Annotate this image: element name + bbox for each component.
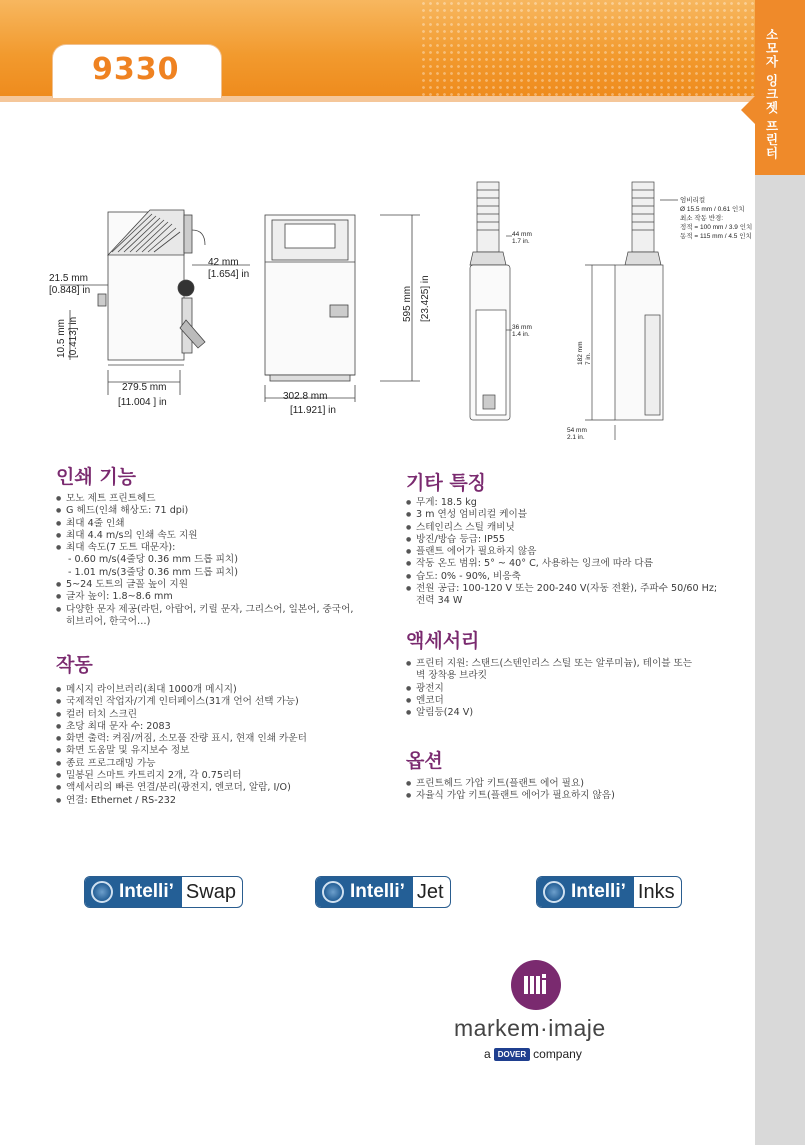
- side-dim-c: 42 mm: [208, 257, 239, 268]
- globe-icon: [543, 881, 565, 903]
- printhead-front-drawing: [470, 182, 512, 420]
- operation-section-title: 작동: [56, 654, 93, 676]
- company-tagline: [484, 1047, 582, 1061]
- list-item: 히브리어, 한국어…): [66, 615, 151, 627]
- badge-brand: Intelli’: [571, 881, 626, 902]
- side-dim-b: 10.5 mm: [56, 319, 67, 358]
- list-item: ● 초당 최대 문자 수: 2083: [56, 721, 396, 733]
- accessories-section-title: 액세서리: [406, 630, 480, 652]
- list-item: ● 최대 4줄 인쇄: [56, 518, 396, 530]
- list-item: ● 액세서리의 빠른 연결/분리(광전지, 엔코더, 알람, I/O): [56, 782, 396, 794]
- side-dim-c-in: [1.654] in: [208, 269, 250, 280]
- list-item: 벽 장착용 브라킷: [416, 670, 487, 682]
- badge-brand: Intelli’: [350, 881, 405, 902]
- list-item: ● 작동 온도 범위: 5° ~ 40° C, 사용하는 잉크에 따라 다름: [406, 558, 746, 570]
- list-item: ● 무게: 18.5 kg: [406, 497, 746, 509]
- ph-bend-dynamic: 동적 = 115 mm / 4.5 인치: [680, 233, 752, 240]
- side-view-drawing: [60, 210, 250, 395]
- side-dim-a: 21.5 mm: [49, 273, 88, 284]
- list-item: ● 광전지: [406, 683, 746, 695]
- list-item: - 0.60 m/s(4줄당 0.36 mm 드롭 피치): [68, 554, 238, 566]
- tagline-post: company: [533, 1047, 582, 1061]
- list-item: 전력 34 W: [416, 595, 463, 607]
- ph-umbilical-label: 엄비리컬: [680, 197, 706, 204]
- tagline-pre: a: [484, 1047, 491, 1061]
- list-item: ● 플랜트 에어가 필요하지 않음: [406, 546, 746, 558]
- options-feature-list: [406, 778, 746, 803]
- operation-feature-list: [56, 684, 396, 807]
- list-item: ● 국제적인 작업자/기계 인터페이스(31개 언어 선택 가능): [56, 696, 396, 708]
- technical-drawings: [0, 170, 755, 450]
- company-name: markem·imaje: [454, 1015, 606, 1041]
- badge-product: Inks: [637, 880, 675, 903]
- intelli-swap-badge: [84, 876, 243, 908]
- list-item: ● 방진/방습 등급: IP55: [406, 534, 746, 546]
- ph-front-dim-b-in: 1.4 in.: [512, 331, 530, 338]
- list-item: ● 5~24 도트의 글꼴 높이 지원: [56, 579, 396, 591]
- list-item: ● 화면 도움말 및 유지보수 정보: [56, 745, 396, 757]
- list-item: ● 3 m 연성 엄비리컬 케이블: [406, 509, 746, 521]
- front-dim-w-in: [11.921] in: [290, 405, 336, 416]
- globe-icon: [91, 881, 113, 903]
- list-item: ● 다양한 문자 제공(라틴, 아랍어, 키릴 문자, 그리스어, 일본어, 중국어,: [56, 604, 396, 616]
- ph-side-dim-h-in: 7 in.: [585, 352, 592, 365]
- side-dim-b-in: [0.413] in: [68, 316, 79, 358]
- list-item: ● 자율식 가압 키트(플랜트 에어가 필요하지 않음): [406, 790, 746, 802]
- model-title: 9330: [92, 52, 180, 87]
- category-label: 소모자 잉크젯 프린터: [764, 28, 779, 161]
- front-dim-w: 302.8 mm: [283, 391, 328, 402]
- list-item: ● 전원 공급: 100-120 V 또는 200-240 V(자동 전환), 주파수 50/60 Hz;: [406, 583, 746, 595]
- side-dim-d-in: [11.004 ] in: [118, 397, 167, 408]
- list-item: - 1.01 m/s(3줄당 0.36 mm 드롭 피치): [68, 566, 238, 578]
- dover-logo: DOVER: [494, 1048, 530, 1061]
- print-feature-list: [56, 493, 396, 628]
- list-item: ● 프린트헤드 가압 키트(플랜트 에어 필요): [406, 778, 746, 790]
- accessories-feature-list: [406, 658, 746, 719]
- other-section-title: 기타 특징: [406, 472, 487, 494]
- badge-product: Swap: [185, 880, 236, 903]
- front-view-drawing: [265, 215, 420, 402]
- ph-bend-label: 최소 작동 반경:: [680, 215, 724, 222]
- list-item: ● 최대 4.4 m/s의 인쇄 속도 지원: [56, 530, 396, 542]
- globe-icon: [322, 881, 344, 903]
- side-dim-d: 279.5 mm: [122, 382, 167, 393]
- print-section-title: 인쇄 기능: [56, 466, 137, 488]
- list-item: ● 밀봉된 스마트 카트리지 2개, 각 0.75리터: [56, 770, 396, 782]
- ph-bend-static: 정적 = 100 mm / 3.9 인치: [680, 224, 753, 231]
- ph-umbilical-dia: Ø 15.5 mm / 0.61 인치: [680, 206, 745, 213]
- printhead-side-drawing: [585, 182, 678, 440]
- ph-front-dim-a-in: 1.7 in.: [512, 238, 530, 245]
- list-item: ● 화면 출력: 켜짐/꺼짐, 소모품 잔량 표시, 현재 인쇄 카운터: [56, 733, 396, 745]
- markem-imaje-logo-icon: [511, 960, 561, 1010]
- header-dot-pattern: [420, 0, 755, 100]
- ph-side-dim-h: 182 mm: [577, 341, 584, 365]
- list-item: ● 최대 속도(7 도트 대문자):: [56, 542, 396, 554]
- ph-front-dim-b: 36 mm: [512, 324, 532, 331]
- category-tab-notch: [741, 96, 755, 124]
- badge-brand: Intelli’: [119, 881, 174, 902]
- other-feature-list: [406, 497, 746, 608]
- list-item: ● 연결: Ethernet / RS-232: [56, 795, 396, 807]
- intelli-inks-badge: [536, 876, 682, 908]
- list-item: ● 습도: 0% - 90%, 비응축: [406, 571, 746, 583]
- side-dim-a-in: [0.848] in: [49, 285, 91, 296]
- options-section-title: 옵션: [406, 750, 443, 772]
- front-dim-h-in: [23.425] in: [420, 275, 431, 322]
- list-item: ● 프린터 지원: 스탠드(스텐인리스 스틸 또는 알루미늄), 테이블 또는: [406, 658, 746, 670]
- list-item: ● 스테인리스 스틸 캐비닛: [406, 522, 746, 534]
- front-dim-h: 595 mm: [402, 285, 413, 322]
- list-item: ● 모노 제트 프린트헤드: [56, 493, 396, 505]
- ph-side-dim-w-in: 2.1 in.: [567, 434, 585, 441]
- list-item: ● 종료 프로그래밍 가능: [56, 758, 396, 770]
- list-item: ● 알림등(24 V): [406, 707, 746, 719]
- intelli-jet-badge: [315, 876, 451, 908]
- list-item: ● 컬러 터치 스크린: [56, 709, 396, 721]
- badge-product: Jet: [416, 880, 444, 903]
- list-item: ● 글자 높이: 1.8~8.6 mm: [56, 591, 396, 603]
- list-item: ● 메시지 라이브러리(최대 1000개 메시지): [56, 684, 396, 696]
- ph-front-dim-a: 44 mm: [512, 231, 532, 238]
- list-item: ● 엔코더: [406, 695, 746, 707]
- ph-side-dim-w: 54 mm: [567, 427, 587, 434]
- list-item: ● G 헤드(인쇄 해상도: 71 dpi): [56, 505, 396, 517]
